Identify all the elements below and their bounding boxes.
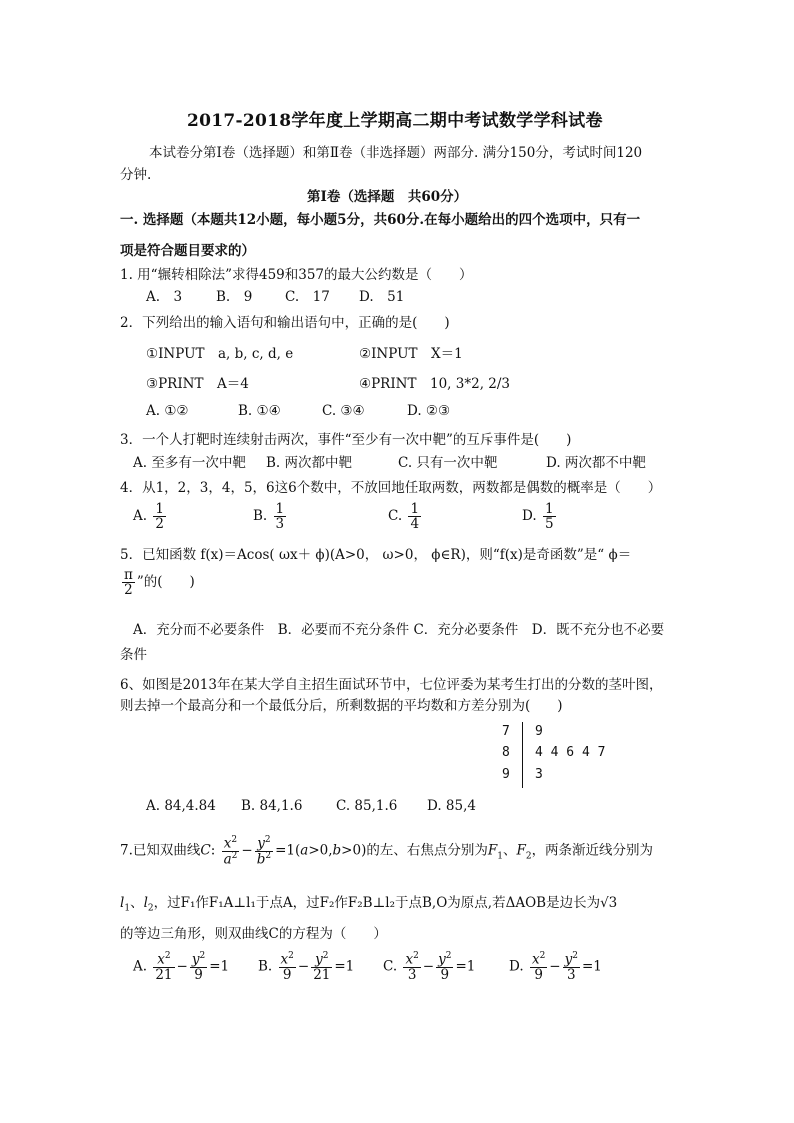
question-6-cont: 则去掉一个最高分和一个最低分后，所剩数据的平均数和方差分别为( ) bbox=[120, 698, 563, 714]
question-7: 7.已知双曲线C: $\frac{x^2}{a^2}$ − $\frac{y^2}{b^2}$ =1(a>0,b>0)的左、右焦点分别为$F_1$、$F_2$，两条渐近线分别为 bbox=[120, 835, 654, 868]
question-6: 6、如图是2013年在某大学自主招生面试环节中，七位评委为某考生打出的分数的茎叶图， bbox=[120, 677, 663, 693]
option: A. 3 bbox=[146, 289, 183, 305]
option: D. $\frac{x^2}{9}$ − $\frac{y^2}{3}$ =1 bbox=[509, 951, 602, 983]
option: A. $\frac{x^2}{21}$ − $\frac{y^2}{9}$ =1 bbox=[133, 951, 230, 983]
option: B. ①④ bbox=[238, 403, 281, 419]
question-5: 5．已知函数 f(x)＝Acos( ωx＋ ϕ)(A>0， ω>0， ϕ∈R)，则“f(x)是奇函数”是“ ϕ＝ bbox=[120, 547, 632, 563]
stem-divider bbox=[522, 722, 523, 788]
leaf-values: 4 4 6 4 7 bbox=[535, 745, 606, 760]
stem-value: 7 bbox=[502, 724, 510, 739]
option: B. 两次都中靶 bbox=[266, 455, 353, 471]
option: D. $\frac{1}{5}$ bbox=[522, 501, 554, 533]
option: C. 17 bbox=[285, 289, 330, 305]
statement: ①INPUT a, b, c, d, e bbox=[146, 346, 294, 362]
option: D. 51 bbox=[359, 289, 405, 305]
option: C. ③④ bbox=[322, 403, 365, 419]
option: D. ②③ bbox=[407, 403, 451, 419]
option: B. $\frac{x^2}{9}$ − $\frac{y^2}{21}$ =1 bbox=[258, 951, 355, 983]
option: A. $\frac{1}{2}$ bbox=[133, 501, 164, 533]
options-line: 条件 bbox=[120, 647, 147, 663]
section-heading: 一. 选择题（本题共12小题，每小题5分，共60分.在每小题给出的四个选项中，只有一 bbox=[120, 212, 641, 228]
leaf-values: 9 bbox=[535, 724, 543, 739]
options-line: A．充分而不必要条件 B．必要而不充分条件 C．充分必要条件 D．既不充分也不必要 bbox=[133, 622, 665, 638]
option: C. $\frac{1}{4}$ bbox=[388, 501, 420, 533]
option: D. 两次都不中靶 bbox=[546, 455, 646, 471]
option: C. 85,1.6 bbox=[336, 798, 398, 814]
question-4: 4．从1，2，3，4，5，6这6个数中，不放回地任取两数，两数都是偶数的概率是（ ） bbox=[120, 480, 662, 496]
section-heading: 项是符合题目要求的） bbox=[120, 243, 255, 259]
question-5-cont: $\frac{\pi}{2}$ ”的( ) bbox=[124, 567, 195, 599]
option: B. 84,1.6 bbox=[241, 798, 303, 814]
option: B. 9 bbox=[216, 289, 253, 305]
question-7-cont: $l_1$、$l_2$，过F₁作F₁A⊥l₁于点A，过F₂作F₂B⊥l₂于点B,O为原点,若ΔAOB是边长为√3 bbox=[120, 895, 618, 914]
option: D. 85,4 bbox=[427, 798, 476, 814]
question-2: 2．下列给出的输入语句和输出语句中，正确的是( ) bbox=[120, 315, 450, 331]
option: C. $\frac{x^2}{3}$ − $\frac{y^2}{9}$ =1 bbox=[383, 951, 476, 983]
intro-line: 本试卷分第Ⅰ卷（选择题）和第Ⅱ卷（非选择题）两部分. 满分150分，考试时间120 bbox=[149, 145, 643, 161]
option: B. $\frac{1}{3}$ bbox=[253, 501, 285, 533]
statement: ③PRINT A＝4 bbox=[146, 376, 249, 392]
option: A. 至多有一次中靶 bbox=[133, 455, 246, 471]
question-7-cont: 的等边三角形，则双曲线C的方程为（ ） bbox=[120, 926, 387, 942]
stem-value: 8 bbox=[502, 745, 510, 760]
intro-line: 分钟. bbox=[120, 167, 152, 183]
option: C. 只有一次中靶 bbox=[398, 455, 498, 471]
stem-value: 9 bbox=[502, 767, 510, 782]
statement: ②INPUT X＝1 bbox=[359, 346, 463, 362]
question-3: 3．一个人打靶时连续射击两次，事件“至少有一次中靶”的互斥事件是( ) bbox=[120, 432, 572, 448]
part-title: 第Ⅰ卷（选择题 共60分） bbox=[307, 189, 468, 205]
page-title: 2017-2018学年度上学期高二期中考试数学学科试卷 bbox=[187, 111, 603, 131]
question-1: 1. 用“辗转相除法”求得459和357的最大公约数是（ ） bbox=[120, 267, 473, 283]
leaf-values: 3 bbox=[535, 767, 543, 782]
option: A. 84,4.84 bbox=[146, 798, 216, 814]
option: A. ①② bbox=[146, 403, 189, 419]
stem-leaf-plot bbox=[495, 722, 625, 790]
statement: ④PRINT 10, 3*2, 2/3 bbox=[359, 376, 510, 392]
